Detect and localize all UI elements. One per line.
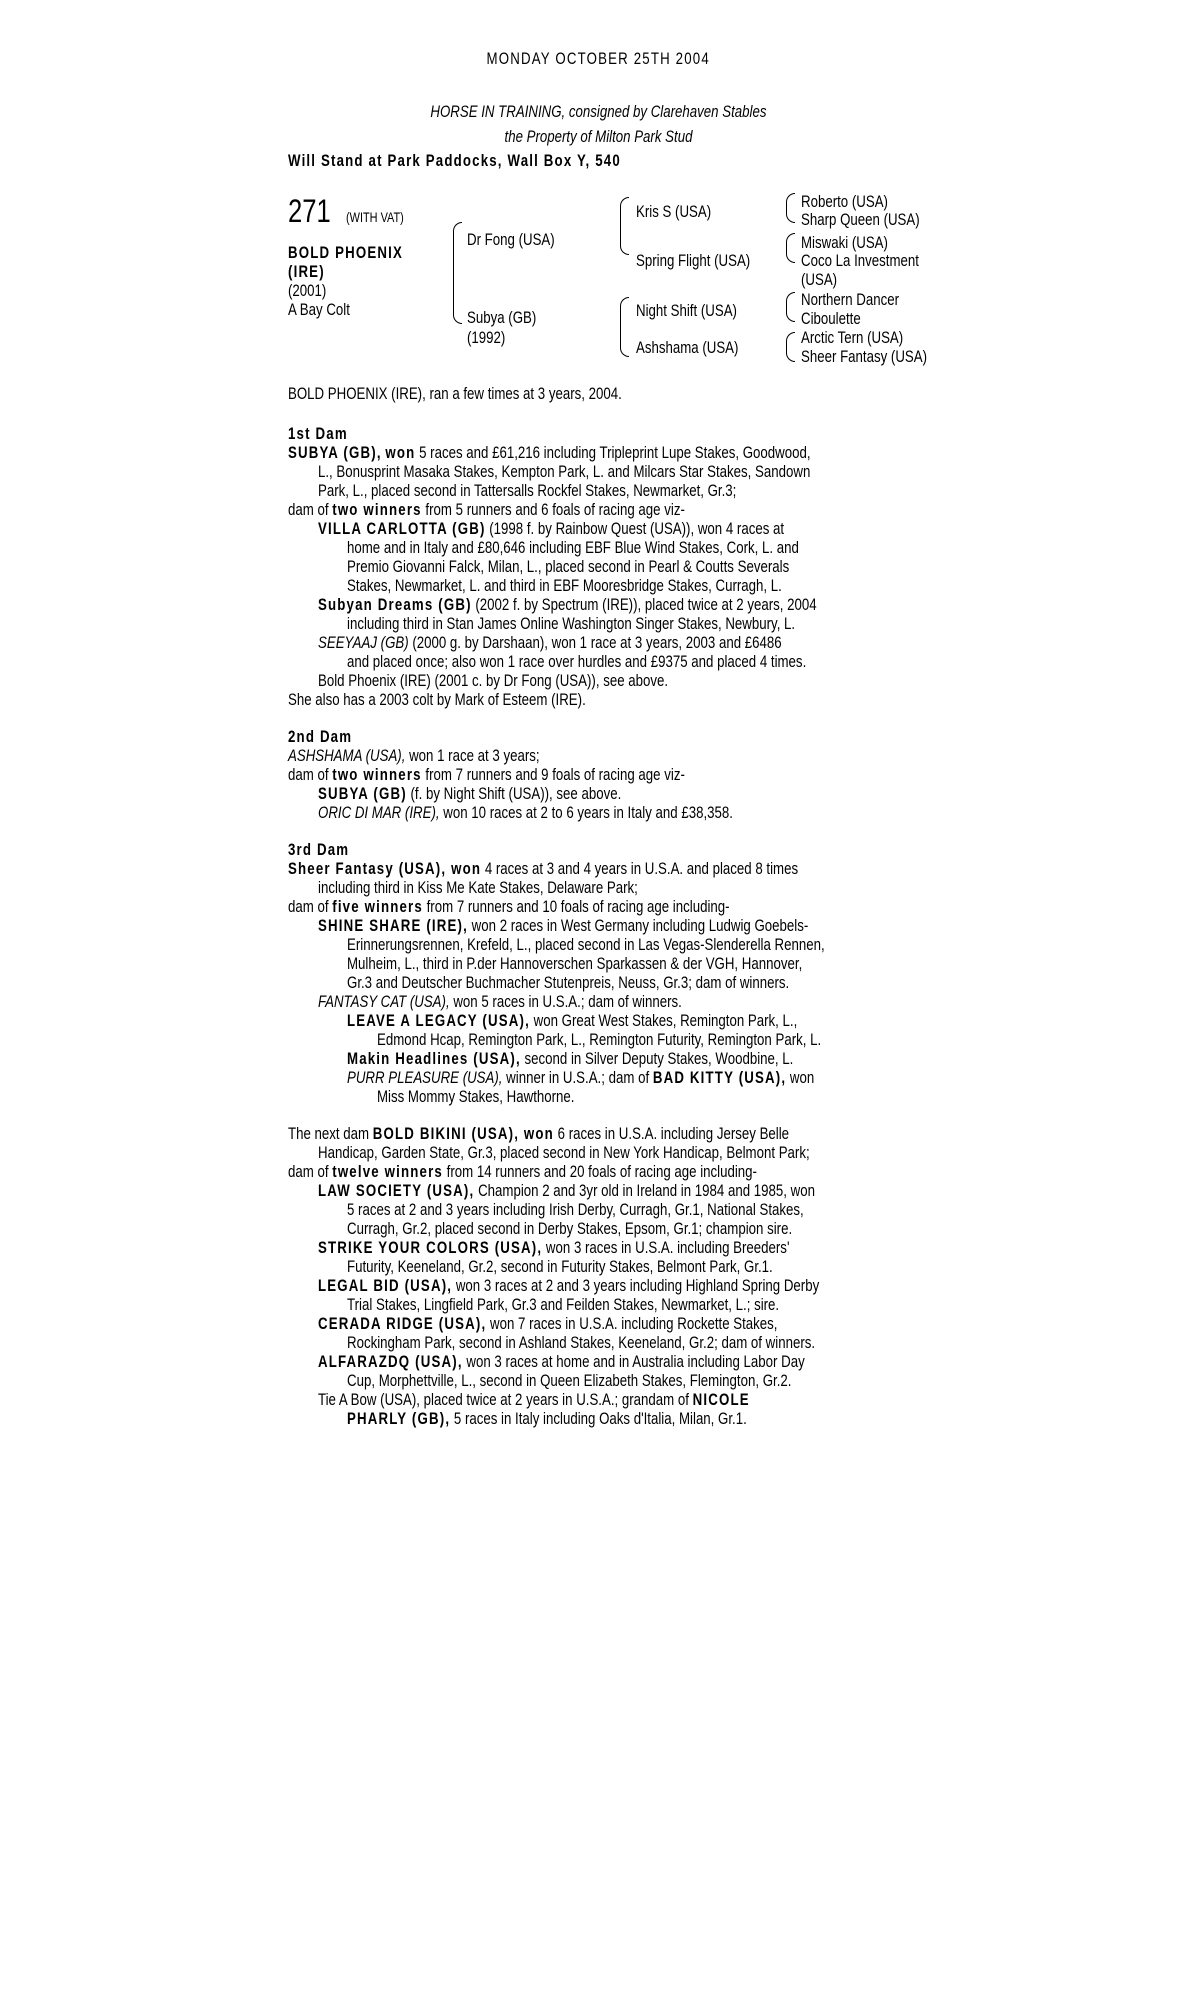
pedigree-sire: Dr Fong (USA) [467, 230, 555, 249]
pedigree-gg7: Arctic Tern (USA) [801, 328, 904, 347]
produce-line: 5 races at 2 and 3 years including Irish Derby, Curragh, Gr.1, National Stakes, [347, 1200, 804, 1219]
produce-line: Stakes, Newmarket, L. and third in EBF Mooresbridge Stakes, Curragh, L. [347, 576, 782, 595]
pedigree-gg4-country: (USA) [801, 270, 838, 289]
pedigree-dam-sire: Night Shift (USA) [636, 301, 737, 320]
third-dam-line: including third in Kiss Me Kate Stakes, Delaware Park; [318, 878, 638, 897]
foaling-year: (2001) [288, 281, 327, 300]
next-dam-line: The next dam BOLD BIKINI (USA), won 6 races in U.S.A. including Jersey Belle [288, 1124, 790, 1143]
pedigree-sire-sire: Kris S (USA) [636, 202, 712, 221]
next-dam-line: Handicap, Garden State, Gr.3, placed second in New York Handicap, Belmont Park; [318, 1143, 810, 1162]
stand-line: Will Stand at Park Paddocks, Wall Box Y, 540 [288, 151, 621, 170]
first-dam-line: dam of two winners from 5 runners and 6 foals of racing age viz- [288, 500, 685, 519]
produce-purr-pleasure: PURR PLEASURE (USA), winner in U.S.A.; dam of BAD KITTY (USA), won [347, 1068, 815, 1087]
produce-makin-headlines: Makin Headlines (USA), second in Silver Deputy Stakes, Woodbine, L. [347, 1049, 794, 1068]
pedigree-brace-dam [620, 297, 629, 357]
produce-villa-carlotta: VILLA CARLOTTA (GB) (1998 f. by Rainbow Quest (USA)), won 4 races at [318, 519, 785, 538]
second-dam-heading: 2nd Dam [288, 727, 353, 746]
produce-line: Erinnerungsrennen, Krefeld, L., placed second in Las Vegas-Slenderella Rennen, [347, 935, 825, 954]
consignment-line: HORSE IN TRAINING, consigned by Clarehaven Stables [430, 102, 767, 121]
produce-line: Gr.3 and Deutscher Buchmacher Stutenpreis, Neuss, Gr.3; dam of winners. [347, 973, 790, 992]
produce-seeyaaj: SEEYAAJ (GB) (2000 g. by Darshaan), won 1 race at 3 years, 2003 and £6486 [318, 633, 782, 652]
second-dam-line: dam of two winners from 7 runners and 9 foals of racing age viz- [288, 765, 685, 784]
produce-line: PHARLY (GB), 5 races in Italy including Oaks d'Italia, Milan, Gr.1. [347, 1409, 747, 1428]
produce-alfarazdq: ALFARAZDQ (USA), won 3 races at home and in Australia including Labor Day [318, 1352, 805, 1371]
next-dam-line: dam of twelve winners from 14 runners and 20 foals of racing age including- [288, 1162, 757, 1181]
pedigree-dam-year: (1992) [467, 328, 506, 347]
first-dam-line: SUBYA (GB), won 5 races and £61,216 including Tripleprint Lupe Stakes, Goodwood, [288, 443, 811, 462]
produce-note: She also has a 2003 colt by Mark of Esteem (IRE). [288, 690, 586, 709]
produce-leave-a-legacy: LEAVE A LEGACY (USA), won Great West Stakes, Remington Park, L., [347, 1011, 798, 1030]
pedigree-gg2: Sharp Queen (USA) [801, 210, 920, 229]
pedigree-brace-g4 [786, 332, 795, 362]
pedigree-brace-sire [620, 197, 629, 255]
pedigree-brace-g3 [786, 292, 795, 322]
vat-note: (WITH VAT) [346, 209, 404, 225]
produce-strike-your-colors: STRIKE YOUR COLORS (USA), won 3 races in U.S.A. including Breeders' [318, 1238, 790, 1257]
produce-line: and placed once; also won 1 race over hurdles and £9375 and placed 4 times. [347, 652, 807, 671]
race-summary: BOLD PHOENIX (IRE), ran a few times at 3 years, 2004. [288, 384, 622, 403]
pedigree-dam: Subya (GB) [467, 308, 537, 327]
second-dam-line: ORIC DI MAR (IRE), won 10 races at 2 to 6 years in Italy and £38,358. [318, 803, 733, 822]
third-dam-line: Sheer Fantasy (USA), won 4 races at 3 and 4 years in U.S.A. and placed 8 times [288, 859, 799, 878]
horse-country: (IRE) [288, 262, 325, 281]
second-dam-line: ASHSHAMA (USA), won 1 race at 3 years; [288, 746, 540, 765]
pedigree-brace-g1 [786, 193, 795, 223]
produce-tie-a-bow: Tie A Bow (USA), placed twice at 2 years in U.S.A.; grandam of NICOLE [318, 1390, 750, 1409]
pedigree-gg4: Coco La Investment [801, 251, 919, 270]
pedigree-brace-main [453, 222, 462, 324]
produce-line: Trial Stakes, Lingfield Park, Gr.3 and Feilden Stakes, Newmarket, L.; sire. [347, 1295, 780, 1314]
horse-description: A Bay Colt [288, 300, 350, 319]
pedigree-sire-dam: Spring Flight (USA) [636, 251, 751, 270]
produce-line: Rockingham Park, second in Ashland Stakes, Keeneland, Gr.2; dam of winners. [347, 1333, 816, 1352]
sale-date: MONDAY OCTOBER 25TH 2004 [486, 49, 711, 68]
produce-line: Premio Giovanni Falck, Milan, L., placed second in Pearl & Coutts Severals [347, 557, 790, 576]
produce-line: Mulheim, L., third in P.der Hannoverschen Sparkassen & der VGH, Hannover, [347, 954, 803, 973]
produce-line: Futurity, Keeneland, Gr.2, second in Futurity Stakes, Belmont Park, Gr.1. [347, 1257, 773, 1276]
produce-shine-share: SHINE SHARE (IRE), won 2 races in West Germany including Ludwig Goebels- [318, 916, 809, 935]
produce-line: Edmond Hcap, Remington Park, L., Remington Futurity, Remington Park, L. [377, 1030, 822, 1049]
pedigree-dam-dam: Ashshama (USA) [636, 338, 739, 357]
produce-bold-phoenix: Bold Phoenix (IRE) (2001 c. by Dr Fong (USA)), see above. [318, 671, 669, 690]
first-dam-line: L., Bonusprint Masaka Stakes, Kempton Park, L. and Milcars Star Stakes, Sandown [318, 462, 811, 481]
produce-subyan-dreams: Subyan Dreams (GB) (2002 f. by Spectrum (IRE)), placed twice at 2 years, 2004 [318, 595, 817, 614]
produce-fantasy-cat: FANTASY CAT (USA), won 5 races in U.S.A.; dam of winners. [318, 992, 682, 1011]
produce-law-society: LAW SOCIETY (USA), Champion 2 and 3yr old in Ireland in 1984 and 1985, won [318, 1181, 815, 1200]
property-line: the Property of Milton Park Stud [504, 127, 693, 146]
first-dam-heading: 1st Dam [288, 424, 348, 443]
produce-legal-bid: LEGAL BID (USA), won 3 races at 2 and 3 years including Highland Spring Derby [318, 1276, 820, 1295]
lot-number: 271 [288, 193, 331, 229]
produce-line: home and in Italy and £80,646 including EBF Blue Wind Stakes, Cork, L. and [347, 538, 799, 557]
pedigree-gg8: Sheer Fantasy (USA) [801, 347, 928, 366]
first-dam-line: Park, L., placed second in Tattersalls Rockfel Stakes, Newmarket, Gr.3; [318, 481, 737, 500]
pedigree-gg3: Miswaki (USA) [801, 233, 888, 252]
produce-line: Cup, Morphettville, L., second in Queen Elizabeth Stakes, Flemington, Gr.2. [347, 1371, 792, 1390]
horse-name: BOLD PHOENIX [288, 243, 403, 262]
pedigree-gg1: Roberto (USA) [801, 192, 888, 211]
produce-line: Curragh, Gr.2, placed second in Derby Stakes, Epsom, Gr.1; champion sire. [347, 1219, 793, 1238]
second-dam-line: SUBYA (GB) (f. by Night Shift (USA)), see above. [318, 784, 622, 803]
produce-line: including third in Stan James Online Washington Singer Stakes, Newbury, L. [347, 614, 796, 633]
pedigree-brace-g2 [786, 233, 795, 263]
produce-cerada-ridge: CERADA RIDGE (USA), won 7 races in U.S.A. including Rockette Stakes, [318, 1314, 778, 1333]
third-dam-heading: 3rd Dam [288, 840, 350, 859]
pedigree-gg6: Ciboulette [801, 309, 861, 328]
pedigree-gg5: Northern Dancer [801, 290, 900, 309]
third-dam-line: dam of five winners from 7 runners and 10 foals of racing age including- [288, 897, 730, 916]
produce-line: Miss Mommy Stakes, Hawthorne. [377, 1087, 575, 1106]
